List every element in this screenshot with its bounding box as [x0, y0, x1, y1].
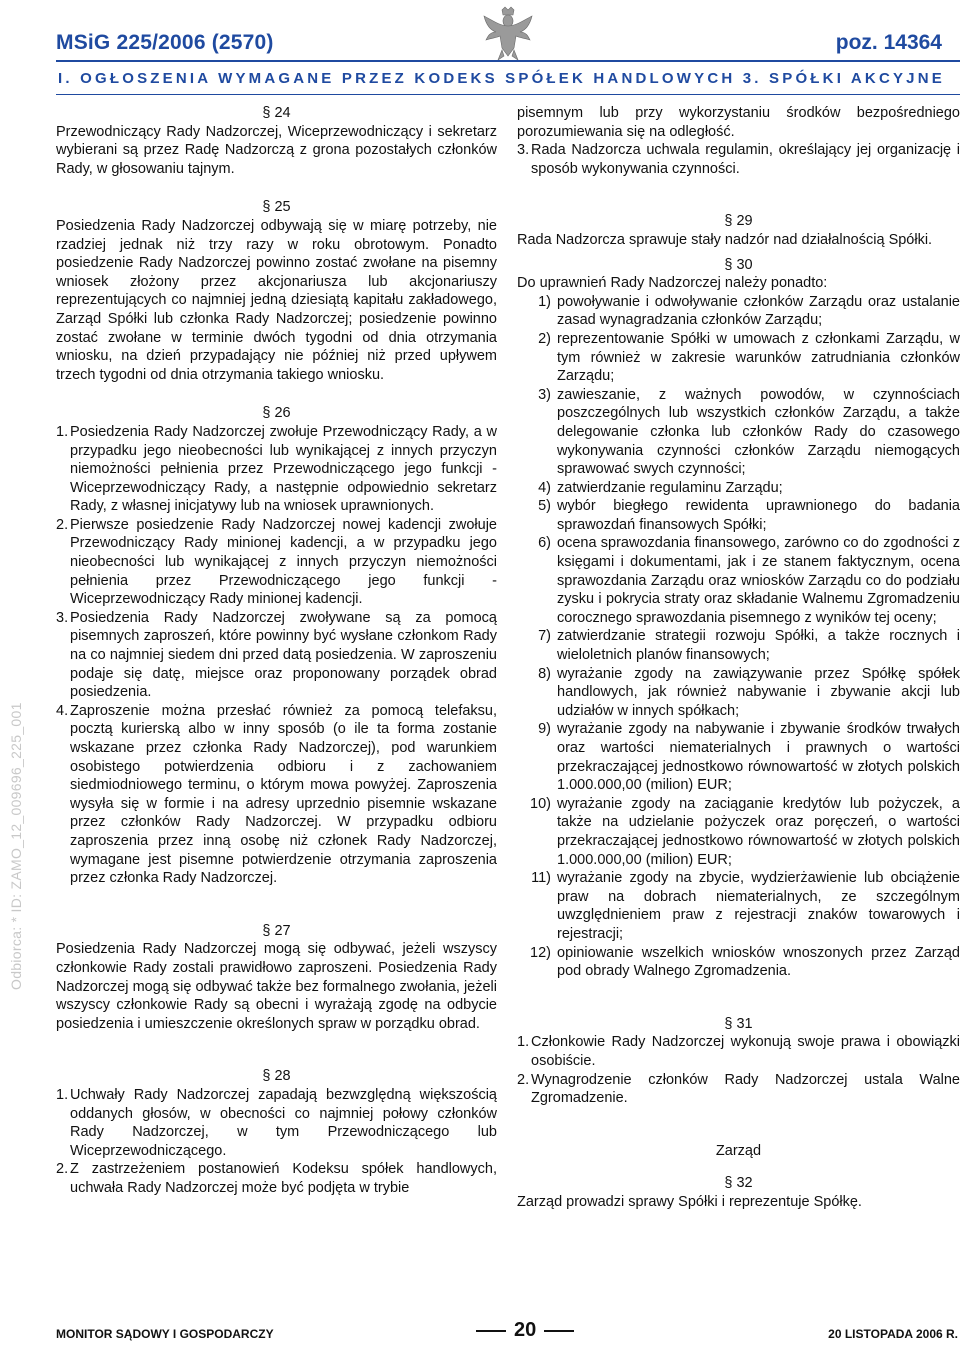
paragraph-31-item	[517, 1071, 960, 1108]
section-title: I. OGŁOSZENIA WYMAGANE PRZEZ KODEKS SPÓŁEK HANDLOWYCH 3. SPÓŁKI AKCYJNE	[58, 70, 945, 87]
item-text: Wynagrodzenie członków Rady Nadzorczej ustala Walne Zgromadzenie.	[531, 1071, 960, 1107]
item-text: powoływanie i odwoływanie członków Zarządu oraz ustalanie zasad wynagradzania członków Zarządu;	[557, 293, 960, 329]
paragraph-29-text: Rada Nadzorcza sprawuje stały nadzór nad działalnością Spółki.	[517, 231, 933, 248]
item-number: 5)	[538, 498, 551, 515]
item-number: 11)	[531, 870, 551, 887]
position-number: poz. 14364	[835, 31, 942, 54]
paragraph-29-title: § 29	[724, 213, 753, 230]
paragraph-31-title: § 31	[724, 1015, 753, 1032]
paragraph-31-item	[517, 1033, 960, 1070]
list-item	[517, 795, 960, 869]
paragraph-24-text: Przewodniczący Rady Nadzorczej, Wiceprzewodniczący i sekretarz wybierani są przez Radę Nadzorczą z grona pozostałych członków Rady, w głosowaniu tajnym.	[56, 123, 497, 177]
paragraph-28-item	[517, 141, 960, 178]
item-text: Posiedzenia Rady Nadzorczej zwołuje Przewodniczący Rady, a w przypadku jego nieobecności lub wynikającej z innych przyczyn niemożności pełnienia przez Przewodniczącego jego funkcji - Wiceprzewodniczący Rady, a następnie odpowiednio sekretarz Rady, z własnej inicjatywy lub na wniosek uprawnionych.	[70, 423, 497, 515]
item-text: Członkowie Rady Nadzorczej wykonują swoje prawa i obowiązki osobiście.	[531, 1034, 960, 1069]
item-number: 9)	[538, 721, 551, 738]
right-column	[517, 104, 960, 1211]
item-text: zawieszanie, z ważnych powodów, w czynnościach poszczególnych lub wszystkich członków Zarządu, a także delegowanie członka lub członków Rady do czasowego wykonywania czynności członków Zarządu niemogących sprawować swych czynności;	[557, 386, 960, 478]
list-item	[517, 330, 960, 386]
continued-text: pisemnym lub przy wykorzystaniu środków bezpośredniego porozumiewania się na odległość.	[517, 105, 960, 140]
paragraph-26-title: § 26	[262, 405, 291, 422]
item-text: wyrażanie zgody na zaciąganie kredytów lub pożyczek, a także na udzielanie pożyczek oraz poręczeń, o wartości przekraczającej jednostkowo równowartość w złotych polskich 1.000.000,00 (milion) EUR;	[557, 795, 960, 868]
item-number: 2.	[517, 1071, 530, 1088]
left-column	[56, 104, 497, 1197]
item-number: 4)	[538, 479, 551, 496]
item-number: 10)	[530, 795, 551, 812]
list-item	[517, 720, 960, 794]
item-text: reprezentowanie Spółki w umowach z członkami Zarządu, w tym również w zakresie warunków zatrudniania członków Zarządu;	[557, 330, 960, 385]
paragraph-32-title: § 32	[724, 1175, 753, 1192]
paragraph-30-list	[517, 293, 960, 981]
page-number-block	[468, 1319, 582, 1342]
paragraph-26-item	[56, 609, 497, 702]
paragraph-28-item	[56, 1086, 497, 1160]
paragraph-28-item	[56, 1160, 497, 1197]
item-text: Uchwały Rady Nadzorczej zapadają bezwzględną większością oddanych głosów, w obecności co najmniej połowy członków Rady Nadzorczej, w tym Przewodniczącego lub Wiceprzewodniczącego.	[70, 1086, 497, 1159]
header-rule	[56, 60, 960, 62]
item-text: zatwierdzanie regulaminu Zarządu;	[557, 479, 783, 496]
item-text: Pierwsze posiedzenie Rady Nadzorczej nowej kadencji zwołuje Przewodniczący Rady minionej kadencji, a w przypadku jego nieobecności lub wynikającej z innych przyczyn niemożności pełnienia przez Przewodniczącego jego funkcji - Wiceprzewodniczący Rady minionej kadencji.	[70, 516, 497, 608]
item-number: 3.	[517, 142, 530, 159]
item-number: 1)	[538, 293, 551, 310]
list-item	[517, 944, 960, 981]
list-item	[517, 665, 960, 721]
paragraph-25-text: Posiedzenia Rady Nadzorczej odbywają się w miarę potrzeby, nie rzadziej jednak niż trzy razy w roku obrotowym. Ponadto posiedzenie Rady Nadzorczej powinno zostać zwołane na pisemny wniosek złożony przez akcjonariusza lub akcjonariuszy reprezentujących co najmniej jedną dziesiątą kapitału zakładowego, Zarząd Spółki lub członka Rady Nadzorczej; posiedzenie powinno zostać zwołane w terminie dwóch tygodni od dnia otrzymania wniosku, na dzień przypadający nie później niż przed upływem trzech tygodni od dnia otrzymania takiego wniosku.	[56, 217, 497, 383]
footer-publication: MONITOR SĄDOWY I GOSPODARCZY	[56, 1327, 274, 1341]
item-text: Rada Nadzorcza uchwala regulamin, określający jej organizację i sposób wykonywania czynności.	[531, 142, 960, 177]
paragraph-28-title: § 28	[262, 1068, 291, 1085]
list-item	[517, 497, 960, 534]
item-text: wyrażanie zgody na nabywanie i zbywanie środków trwałych oraz wartości niematerialnych i prawnych o wartości przekraczającej jednostkowo równowartość w złotych polskich 1.000.000,00 (milion) EUR;	[557, 721, 960, 794]
paragraph-30-title: § 30	[724, 256, 753, 273]
item-text: ocena sprawozdania finansowego, zarówno co do zgodności z księgami i dokumentami, jak i ze stanem faktycznym, ocena sprawozdania Zarządu oraz wniosków Zarządu co do podziału zysku i pokrycia straty oraz składanie Walnemu Zgromadzeniu corocznego sprawozdania pisemnego z wyników tej oceny;	[557, 535, 960, 626]
item-number: 7)	[538, 628, 551, 645]
list-item	[517, 479, 960, 498]
page-rule-left	[476, 1330, 506, 1332]
item-text: opiniowanie wszelkich wniosków wnoszonych przez Zarząd pod obrady Walnego Zgromadzenia.	[557, 944, 960, 980]
recipient-id-sidebar: Odbiorca: * ID: ZAMO_12_009696_225_001	[8, 702, 24, 990]
paragraph-32-text: Zarząd prowadzi sprawy Spółki i reprezentuje Spółkę.	[517, 1193, 862, 1210]
item-text: Z zastrzeżeniem postanowień Kodeksu spółek handlowych, uchwała Rady Nadzorczej może być podjęta w trybie	[70, 1161, 497, 1196]
eagle-emblem-icon	[480, 6, 536, 62]
item-text: wybór biegłego rewidenta uprawnionego do badania sprawozdań finansowych Spółki;	[557, 498, 960, 533]
journal-issue: MSiG 225/2006 (2570)	[56, 31, 274, 54]
item-number: 1.	[56, 1086, 69, 1103]
item-number: 3.	[56, 609, 69, 626]
item-number: 2.	[56, 516, 69, 533]
item-number: 1.	[517, 1034, 530, 1051]
zarzad-heading: Zarząd	[715, 1142, 762, 1159]
paragraph-27-title: § 27	[262, 922, 291, 939]
paragraph-26-item	[56, 423, 497, 516]
footer-date: 20 LISTOPADA 2006 R.	[828, 1327, 958, 1341]
paragraph-27-text: Posiedzenia Rady Nadzorczej mogą się odbywać, jeżeli wszyscy członkowie Rady zostali prawidłowo zaproszeni. Posiedzenia Rady Nadzorczej mogą się odbywać także bez formalnego zwołania, jeżeli wszyscy członkowie Rady są obecni i wyrażają zgodę na odbycie posiedzenia i umieszczenie określonych spraw w porządku obrad.	[56, 941, 497, 1032]
item-text: wyrażanie zgody na zawiązywanie przez Spółkę spółek handlowych, jak również nabywanie i zbywanie akcji lub udziałów w innych spółkach;	[557, 665, 960, 719]
item-number: 2.	[56, 1161, 69, 1178]
list-item	[517, 386, 960, 479]
paragraph-26-item	[56, 702, 497, 888]
item-number: 12)	[530, 944, 551, 961]
list-item	[517, 534, 960, 627]
item-text: zatwierdzanie strategii rozwoju Spółki, a także rocznych i wieloletnich planów finansowych;	[557, 628, 960, 664]
paragraph-26-item	[56, 516, 497, 609]
paragraph-30-intro: Do uprawnień Rady Nadzorczej należy ponadto:	[517, 275, 828, 292]
list-item	[517, 293, 960, 330]
item-text: wyrażanie zgody na zbycie, wydzierżawienie lub obciążenie praw na dobrach niematerialnych, ze szczególnym uwzględnieniem praw z rejestracji znaków towarowych i rejestracji;	[557, 870, 960, 942]
item-number: 2)	[538, 330, 551, 347]
paragraph-24-title: § 24	[262, 105, 291, 121]
item-number: 4.	[56, 702, 69, 719]
paragraph-25-title: § 25	[262, 199, 291, 216]
list-item	[517, 869, 960, 943]
page-number: 20	[514, 1319, 537, 1341]
item-text: Posiedzenia Rady Nadzorczej zwoływane są za pomocą pisemnych zaproszeń, które powinny być wysłane członkom Rady na co najmniej siedem dni przed datą posiedzenia. W zaproszeniu podaje się datę, miejsce oraz proponowany porządek obrad posiedzenia.	[70, 609, 497, 701]
item-number: 8)	[538, 665, 551, 682]
list-item	[517, 627, 960, 664]
page-rule-right	[544, 1330, 574, 1332]
item-number: 3)	[538, 386, 551, 403]
item-number: 1.	[56, 423, 69, 440]
section-rule	[56, 94, 960, 95]
item-number: 6)	[538, 535, 551, 552]
item-text: Zaproszenie można przesłać również za pomocą telefaksu, pocztą kurierską albo w inny sposób (o ile ta forma zostanie wskazane przez członka Rady Nadzorczej), pod warunkiem osobistego potwierdzenia odbioru i z zachowaniem siedmiodniowego terminu, o którym mowa powyżej. Zaproszenia wysyła się w formie i na adresy uprzednio pisemnie wskazane przez członków Rady Nadzorczej. W przypadku odbioru zaproszenia przez inną osobę niż członek Rady Nadzorczej, wymagane jest pisemne potwierdzenie otrzymania zaproszenia przez członka Rady Nadzorczej.	[70, 702, 497, 887]
